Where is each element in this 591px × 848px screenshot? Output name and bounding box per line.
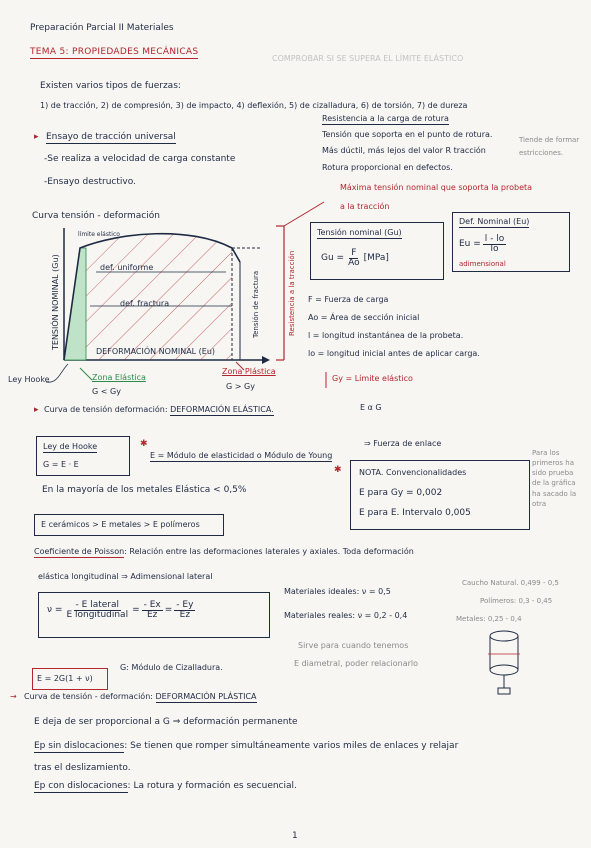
ensayo-item2: -Ensayo destructivo.: [44, 177, 136, 187]
def-gy: Gy = Límite elástico: [332, 374, 413, 383]
def-nominal-note: adimensional: [459, 260, 506, 268]
page-title: Preparación Parcial II Materiales: [30, 23, 174, 33]
x-axis-label: DEFORMACIÓN NOMINAL (Eu): [96, 347, 216, 356]
con-disl-line: Ep con dislocaciones: La rotura y formación es secuencial.: [34, 781, 297, 791]
zona-elastica-label: Zona Elástica: [92, 373, 146, 382]
intro-line1: Existen varios tipos de fuerzas:: [40, 81, 181, 91]
specimen-icon: [486, 630, 526, 700]
intro-line2: 1) de tracción, 2) de compresión, 3) de impacto, 4) deflexión, 5) de cizalladura, 6) de torsión, 7) de dureza: [40, 101, 468, 110]
sirve-line1: Sirve para cuando tenemos: [298, 641, 409, 650]
asterisk-icon: ✱: [334, 465, 342, 475]
e-alpha-g: E α G: [360, 403, 382, 412]
curva-heading: Curva tensión - deformación: [32, 211, 160, 221]
orden-box: [34, 514, 224, 536]
fuerza-enlace: ⇒ Fuerza de enlace: [364, 439, 442, 448]
tension-nominal-formula: Gu = $\frac{F}{Ao}$ [MPa]: [321, 248, 389, 268]
modulo-young: E = Módulo de elasticidad o Módulo de Young: [150, 451, 333, 460]
topic-title: TEMA 5: PROPIEDADES MECÁNICAS: [30, 47, 199, 57]
resistencia-side-note2: estricciones.: [519, 149, 564, 157]
orden-text: E cerámicos > E metales > E polímeros: [41, 520, 200, 529]
cizalla-box: [32, 668, 108, 690]
tension-fractura-label: Tensión de fractura: [252, 270, 260, 338]
def-l: l = longitud instantánea de la probeta.: [308, 331, 464, 340]
resistencia-line1: Tensión que soporta en el punto de rotura.: [322, 130, 493, 139]
nota-box: [350, 460, 530, 530]
def-nominal-box: [452, 212, 570, 272]
nota-side: Para los primeros ha sido prueba de la gráfica ha sacado la otra: [532, 449, 577, 508]
def-nominal-formula: Eu = $\frac{l - lo}{lo}$: [459, 234, 505, 254]
arrow-icon: →: [10, 692, 17, 701]
resistencia-line2: Más dúctil, más lejos del valor R tracción: [322, 146, 486, 155]
def-nominal-title: Def. Nominal (Eu): [459, 217, 530, 226]
resistencia-red-line: Máxima tensión nominal que soporta la probeta: [340, 183, 533, 192]
sin-disl-line: Ep sin dislocaciones: Se tienen que romper simultáneamente varios miles de enlaces y relajar: [34, 741, 459, 751]
materiales-ideales: Materiales ideales: ν = 0,5: [284, 587, 391, 596]
page-number: 1: [292, 831, 298, 841]
def-ao: Ao = Área de sección inicial: [308, 313, 420, 322]
tras-line: tras el deslizamiento.: [34, 763, 131, 773]
zona-plastica-cond: G > Gy: [226, 382, 255, 391]
hooke-box: [36, 436, 130, 476]
zona-plastica-label: Zona Plástica: [222, 367, 276, 376]
resistencia-traccion-label: Resistencia a la tracción: [288, 250, 296, 336]
def-f: F = Fuerza de carga: [308, 295, 389, 304]
cizalla-formula: E = 2G(1 + ν): [37, 674, 93, 683]
bullet-arrow-icon: ▸: [34, 132, 39, 142]
hooke-formula: G = E · E: [43, 460, 79, 469]
materiales-reales: Materiales reales: ν = 0,2 - 0,4: [284, 611, 408, 620]
resistencia-side-note: Tiende de formar: [519, 136, 580, 144]
poisson-formula-box: [38, 592, 270, 638]
ley-hooke-label: Ley Hooke: [8, 375, 50, 384]
metales-elastica: En la mayoría de los metales Elástica < 0,5%: [42, 485, 247, 495]
nota-line2: E para E. Intervalo 0,005: [359, 508, 471, 518]
polimeros: Polímeros: 0,3 - 0,45: [480, 597, 553, 605]
def-lo: lo = longitud inicial antes de aplicar carga.: [308, 349, 480, 358]
y-axis-label: TENSIÓN NOMINAL (Gu): [51, 254, 60, 350]
poisson-desc2: elástica longitudinal ⇒ Adimensional lateral: [38, 572, 213, 581]
zona-elastica-cond: G < Gy: [92, 387, 121, 396]
elastica-heading: Curva de tensión deformación: DEFORMACIÓN ELÁSTICA.: [44, 405, 274, 414]
resistencia-heading: Resistencia a la carga de rotura: [322, 114, 449, 123]
hooke-title: Ley de Hooke: [43, 442, 98, 451]
poisson-heading-line: Coeficiente de Poisson: Relación entre las deformaciones laterales y axiales. Toda deformación: [34, 547, 414, 556]
def-uniforme-label: def. uniforme: [100, 263, 154, 272]
poisson-formula: ν = $\frac{\text{- E lateral}}{\text{E longitudinal}}$ = $\frac{- Ex}{Ez}$ = $\frac{- Ey}{Ez}$: [47, 600, 194, 620]
sirve-line2: E diametral, poder relacionarlo: [294, 659, 419, 668]
nota-title: NOTA. Convencionalidades: [359, 468, 467, 477]
ensayo-heading: Ensayo de tracción universal: [46, 132, 176, 142]
tension-nominal-title: Tensión nominal (Gu): [317, 228, 402, 237]
limite-elastico-label: límite elástico: [78, 231, 120, 238]
asterisk-icon: ✱: [140, 439, 148, 449]
caucho: Caucho Natural. 0,499 - 0,5: [462, 579, 559, 587]
faded-note: COMPROBAR SI SE SUPERA EL LÍMITE ELÁSTICO: [272, 54, 464, 63]
plastica-line1: E deja de ser proporcional a G ⇒ deformación permanente: [34, 717, 298, 727]
def-fractura-label: def. fractura: [120, 299, 170, 308]
resistencia-line3: Rotura proporcional en defectos.: [322, 163, 453, 172]
tension-nominal-box: [310, 222, 444, 280]
cizalla-g-desc: G: Módulo de Cizalladura.: [120, 663, 223, 672]
metales-v: Metales: 0,25 - 0,4: [456, 615, 522, 623]
bullet-arrow-icon: ▸: [34, 405, 39, 415]
resistencia-red-line2: a la tracción: [340, 202, 390, 211]
nota-line1: E para Gy = 0,002: [359, 488, 443, 498]
ensayo-item1: -Se realiza a velocidad de carga constante: [44, 154, 236, 164]
plastica-heading: Curva de tensión - deformación: DEFORMACIÓN PLÁSTICA: [24, 692, 257, 701]
